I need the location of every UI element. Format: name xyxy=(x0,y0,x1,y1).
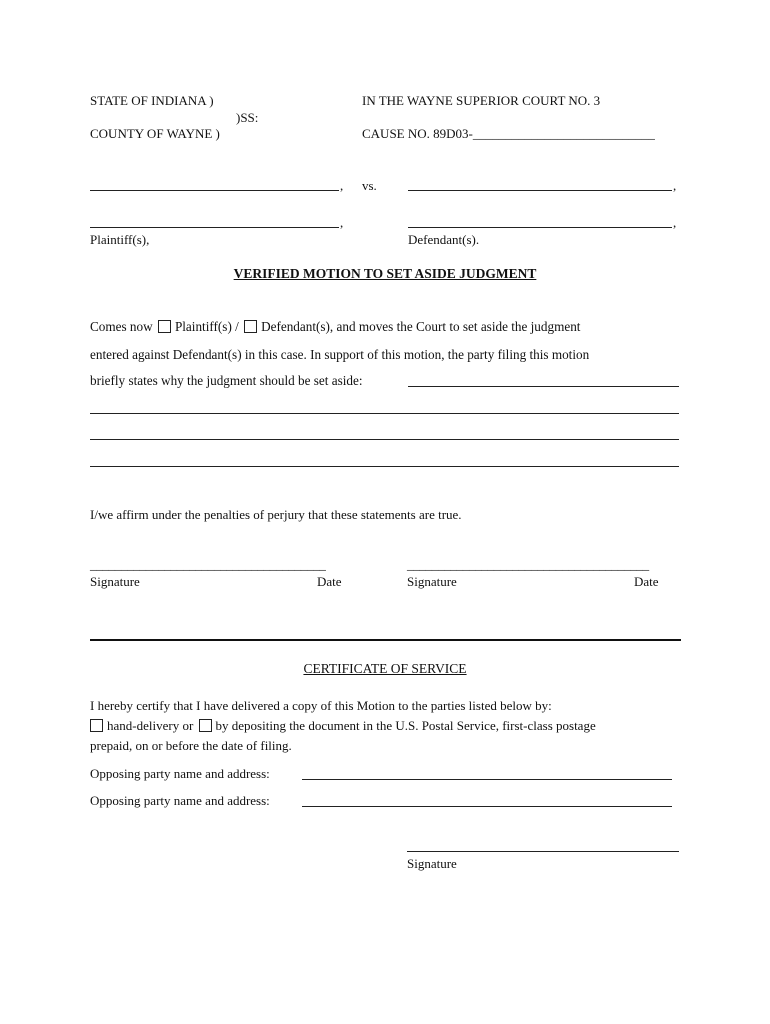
defendant-name-line-1[interactable] xyxy=(408,190,672,191)
certificate-signature-label: Signature xyxy=(407,856,457,871)
comes-now-text: Comes now xyxy=(90,319,153,334)
reason-line-2[interactable] xyxy=(90,413,679,414)
certificate-title: CERTIFICATE OF SERVICE xyxy=(303,661,467,676)
reason-line-4[interactable] xyxy=(90,466,679,467)
certificate-line-2 xyxy=(88,718,596,734)
cause-number: CAUSE NO. 89D03-____________________________ xyxy=(362,126,655,141)
signature-label-right: Signature xyxy=(407,574,457,589)
date-label-left: Date xyxy=(317,574,342,589)
opposing-party-label-2: Opposing party name and address: xyxy=(90,793,270,808)
opposing-party-line-1[interactable] xyxy=(302,779,672,780)
comma-1: , xyxy=(340,178,344,193)
signature-label-left: Signature xyxy=(90,574,140,589)
signature-line-right[interactable]: _______________________________________ xyxy=(407,557,649,572)
vs-label: vs. xyxy=(362,178,377,193)
comma-4: , xyxy=(673,215,677,230)
date-label-right: Date xyxy=(634,574,659,589)
reason-line-3[interactable] xyxy=(90,439,679,440)
court-name: IN THE WAYNE SUPERIOR COURT NO. 3 xyxy=(362,93,601,108)
reason-line-1[interactable] xyxy=(408,386,679,387)
hand-delivery-checkbox[interactable] xyxy=(90,719,103,732)
state-of-indiana: STATE OF INDIANA ) xyxy=(90,93,214,108)
section-divider xyxy=(90,639,681,641)
defendant-option-text: Defendant(s), and moves the Court to set aside the judgment xyxy=(261,319,581,334)
certificate-line-3: prepaid, on or before the date of filing. xyxy=(90,738,292,753)
defendant-checkbox[interactable] xyxy=(244,320,257,333)
certificate-line-1: I hereby certify that I have delivered a copy of this Motion to the parties listed below by: xyxy=(90,698,552,713)
postal-text: by depositing the document in the U.S. Postal Service, first-class postage xyxy=(215,718,596,733)
plaintiff-checkbox[interactable] xyxy=(158,320,171,333)
plaintiff-name-line-2[interactable] xyxy=(90,227,339,228)
county-of-wayne: COUNTY OF WAYNE ) xyxy=(90,126,220,141)
plaintiff-option-text: Plaintiff(s) / xyxy=(174,319,239,334)
comma-2: , xyxy=(673,178,677,193)
hand-delivery-text: hand-delivery or xyxy=(107,718,194,733)
defendant-name-line-2[interactable] xyxy=(408,227,672,228)
opposing-party-label-1: Opposing party name and address: xyxy=(90,766,270,781)
comma-3: , xyxy=(340,215,344,230)
plaintiff-name-line-1[interactable] xyxy=(90,190,339,191)
postal-checkbox[interactable] xyxy=(199,719,212,732)
document-title: VERIFIED MOTION TO SET ASIDE JUDGMENT xyxy=(233,266,537,281)
ss-marker: )SS: xyxy=(236,110,259,125)
defendant-label: Defendant(s). xyxy=(408,232,480,247)
certificate-signature-line[interactable] xyxy=(407,851,679,852)
signature-line-left[interactable]: ______________________________________ xyxy=(90,557,326,572)
comes-now-line xyxy=(90,319,580,335)
affirmation-text: I/we affirm under the penalties of perjury that these statements are true. xyxy=(90,507,462,522)
body-line-2: entered against Defendant(s) in this case. In support of this motion, the party filing this motion xyxy=(90,347,590,362)
plaintiff-label: Plaintiff(s), xyxy=(90,232,150,247)
opposing-party-line-2[interactable] xyxy=(302,806,672,807)
body-line-3: briefly states why the judgment should be set aside: xyxy=(90,373,363,388)
